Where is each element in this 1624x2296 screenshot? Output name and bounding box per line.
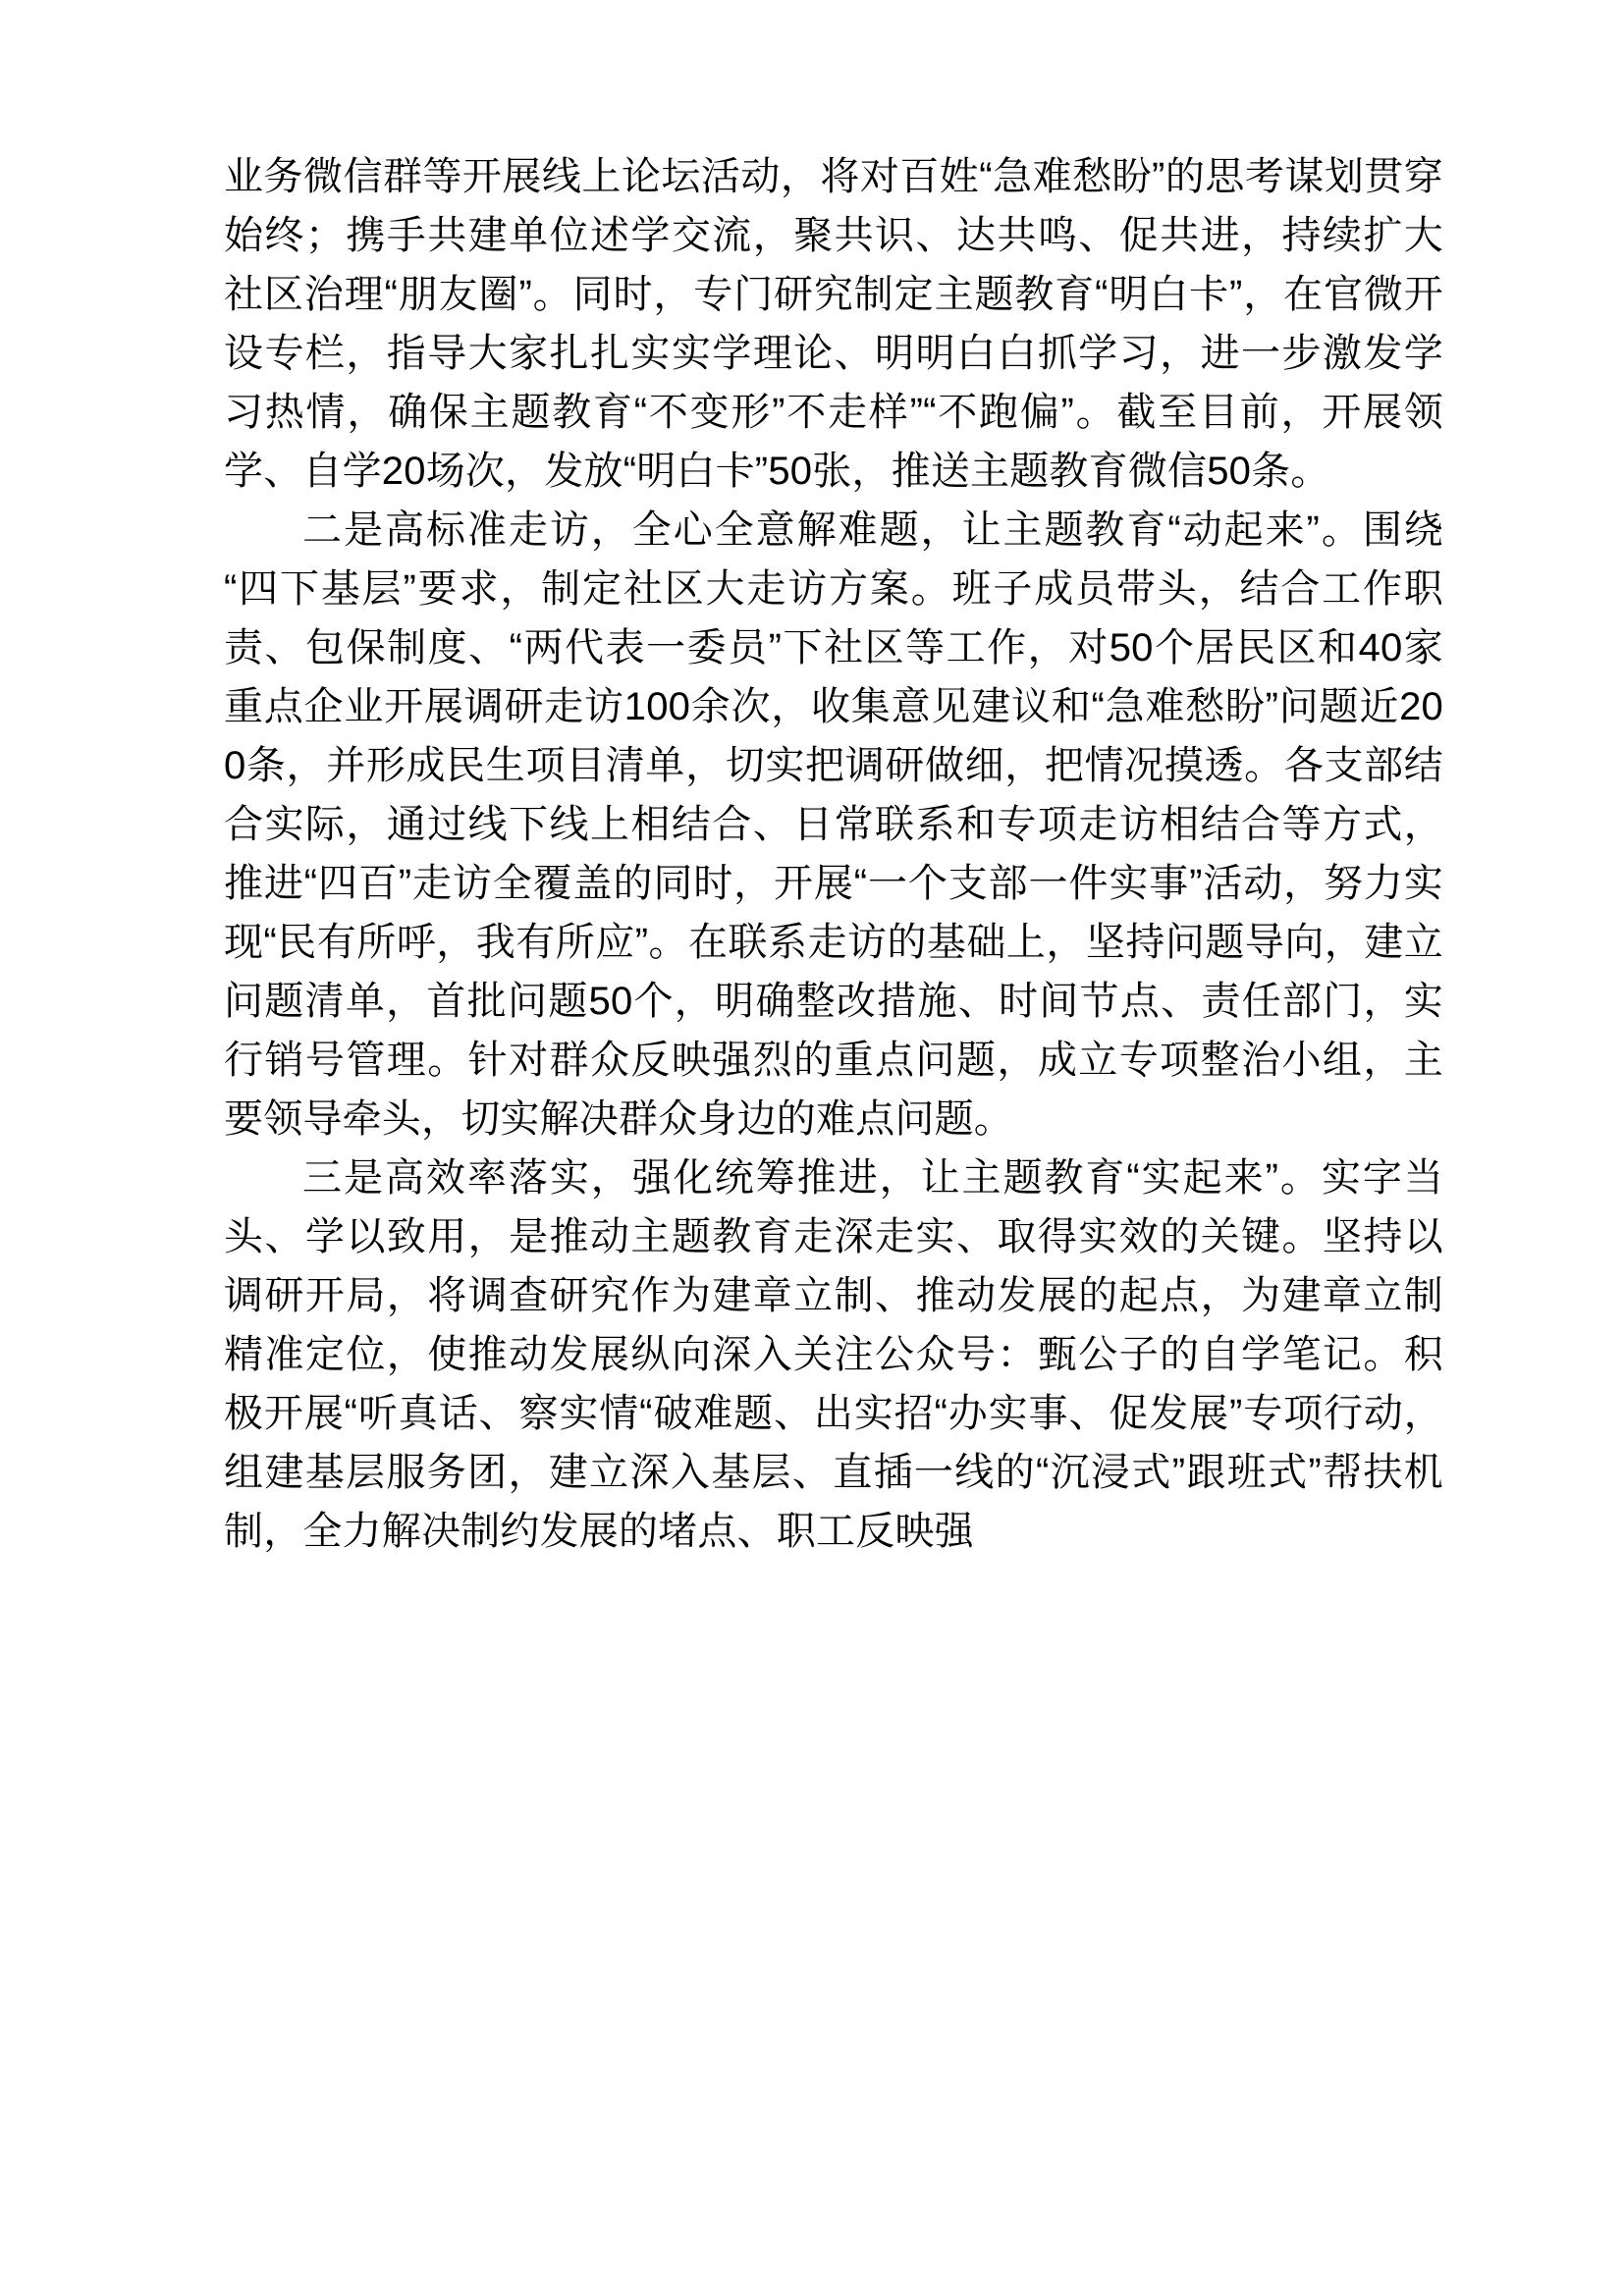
paragraph-high-standard-visits: 二是高标准走访，全心全意解难题，让主题教育“动起来”。围绕“四下基层”要求，制定社区大走访方案。班子成员带头，结合工作职责、包保制度、“两代表一委员”下社区等工作，对50个居民区和40家重点企业开展调研走访100余次，收集意见建议和“急难愁盼”问题近200条，并形成民生项目清单，切实把调研做细，把情况摸透。各支部结合实际，通过线下线上相结合、日常联系和专项走访相结合等方式，推进“四百”走访全覆盖的同时，开展“一个支部一件实事”活动，努力实现“民有所呼，我有所应”。在联系走访的基础上，坚持问题导向，建立问题清单，首批问题50个，明确整改措施、时间节点、责任部门，实行销号管理。针对群众反映强烈的重点问题，成立专项整治小组，主要领导牵头，切实解决群众身边的难点问题。 — [224, 508, 1443, 1141]
paragraph-efficient-implementation: 三是高效率落实，强化统筹推进，让主题教育“实起来”。实字当头、学以致用，是推动主题教育走深走实、取得实效的关键。坚持以调研开局，将调查研究作为建章立制、推动发展的起点，为建章立制精准定位，使推动发展纵向深入关注公众号：甄公子的自学笔记。积极开展“听真话、察实情“破难题、出实招“办实事、促发展”专项行动，组建基层服务团，建立深入基层、直插一线的“沉浸式”跟班式”帮扶机制，全力解决制约发展的堵点、职工反映强 — [224, 1156, 1443, 1553]
document-body — [224, 147, 1443, 1561]
paragraph-continuation: 业务微信群等开展线上论坛活动，将对百姓“急难愁盼”的思考谋划贯穿始终；携手共建单位述学交流，聚共识、达共鸣、促共进，持续扩大社区治理“朋友圈”。同时，专门研究制定主题教育“明白卡”，在官微开设专栏，指导大家扎扎实实学理论、明明白白抓学习，进一步激发学习热情，确保主题教育“不变形”不走样”“不跑偏”。截至目前，开展领学、自学20场次，发放“明白卡”50张，推送主题教育微信50条。 — [224, 155, 1443, 493]
